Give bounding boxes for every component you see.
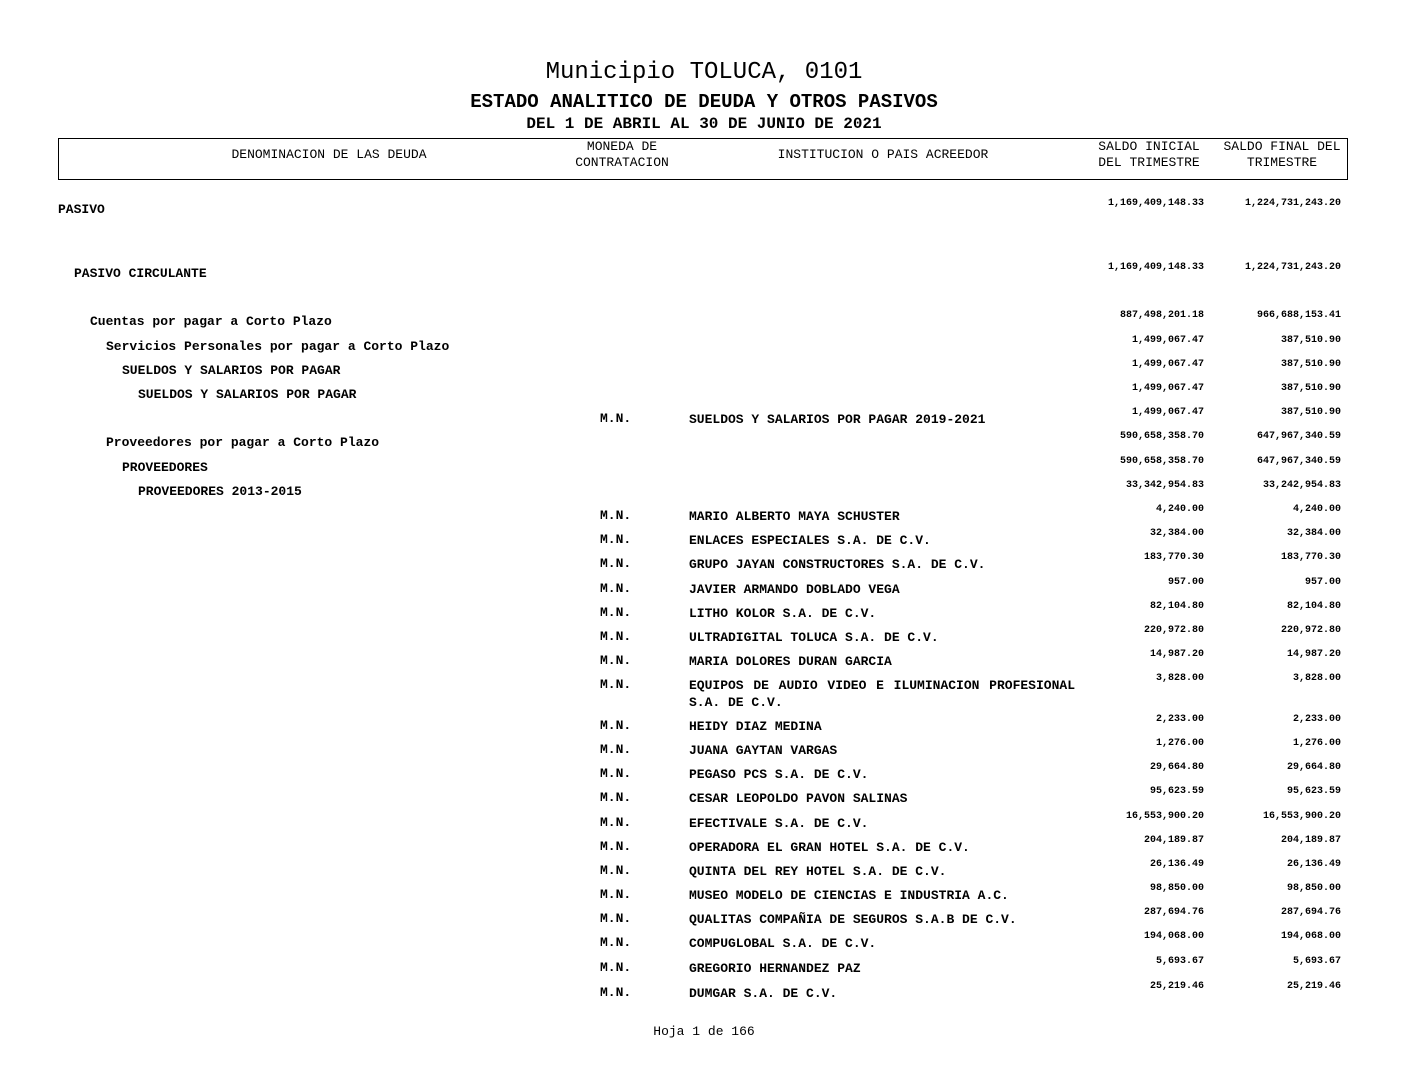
- row-label: SUELDOS Y SALARIOS POR PAGAR: [122, 363, 341, 378]
- row-currency: M.N.: [600, 556, 632, 571]
- row-saldo-inicial: 1,169,409,148.33: [1107, 198, 1204, 209]
- row-saldo-final: 26,136.49: [1286, 859, 1341, 870]
- row-saldo-final: 5,693.67: [1292, 956, 1341, 967]
- column-header-saldo-final-line2: TRIMESTRE: [1246, 155, 1318, 170]
- row-saldo-final: 220,972.80: [1280, 625, 1341, 636]
- row-saldo-final: 4,240.00: [1292, 504, 1341, 515]
- row-saldo-inicial: 194,068.00: [1143, 931, 1204, 942]
- row-institution: SUELDOS Y SALARIOS POR PAGAR 2019-2021: [689, 412, 986, 427]
- row-saldo-inicial: 26,136.49: [1149, 859, 1204, 870]
- row-saldo-inicial: 287,694.76: [1143, 907, 1204, 918]
- row-saldo-final: 1,224,731,243.20: [1244, 262, 1341, 273]
- row-saldo-final: 1,224,731,243.20: [1244, 198, 1341, 209]
- row-label: Proveedores por pagar a Corto Plazo: [106, 435, 380, 450]
- column-header-saldo-inicial-line1: SALDO INICIAL: [1098, 139, 1200, 154]
- row-saldo-inicial: 957.00: [1167, 577, 1204, 588]
- row-saldo-final: 2,233.00: [1292, 714, 1341, 725]
- column-header-moneda-line1: MONEDA DE: [586, 139, 658, 154]
- row-saldo-final: 32,384.00: [1286, 528, 1341, 539]
- column-header-institucion: INSTITUCION O PAIS ACREEDOR: [777, 147, 989, 162]
- row-currency: M.N.: [600, 985, 632, 1000]
- row-saldo-final: 647,967,340.59: [1256, 431, 1341, 442]
- row-currency: M.N.: [600, 629, 632, 644]
- row-saldo-inicial: 183,770.30: [1143, 552, 1204, 563]
- row-label: Servicios Personales por pagar a Corto Plazo: [106, 339, 450, 354]
- row-currency: M.N.: [600, 839, 632, 854]
- row-saldo-final: 16,553,900.20: [1262, 811, 1341, 822]
- row-saldo-final: 387,510.90: [1280, 383, 1341, 394]
- row-currency: M.N.: [600, 411, 632, 426]
- row-institution: COMPUGLOBAL S.A. DE C.V.: [689, 936, 877, 951]
- row-institution: MUSEO MODELO DE CIENCIAS E INDUSTRIA A.C.: [689, 888, 1009, 903]
- row-label: PROVEEDORES: [122, 460, 208, 475]
- row-institution: OPERADORA EL GRAN HOTEL S.A. DE C.V.: [689, 840, 970, 855]
- row-currency: M.N.: [600, 677, 632, 692]
- row-saldo-inicial: 29,664.80: [1149, 762, 1204, 773]
- row-saldo-final: 29,664.80: [1286, 762, 1341, 773]
- row-saldo-final: 98,850.00: [1286, 883, 1341, 894]
- row-saldo-final: 3,828.00: [1292, 673, 1341, 684]
- row-currency: M.N.: [600, 887, 632, 902]
- row-institution: MARIA DOLORES DURAN GARCIA: [689, 654, 892, 669]
- row-label: PROVEEDORES 2013-2015: [138, 484, 302, 499]
- row-saldo-inicial: 16,553,900.20: [1125, 811, 1204, 822]
- row-saldo-inicial: 82,104.80: [1149, 601, 1204, 612]
- row-saldo-final: 1,276.00: [1292, 738, 1341, 749]
- row-saldo-final: 194,068.00: [1280, 931, 1341, 942]
- report-period: DEL 1 DE ABRIL AL 30 DE JUNIO DE 2021: [526, 115, 882, 133]
- row-saldo-inicial: 14,987.20: [1149, 649, 1204, 660]
- row-saldo-final: 25,219.46: [1286, 981, 1341, 992]
- row-saldo-final: 957.00: [1304, 577, 1341, 588]
- row-saldo-final: 204,189.87: [1280, 835, 1341, 846]
- column-header-denominacion: DENOMINACION DE LAS DEUDA: [231, 147, 427, 162]
- report-title: ESTADO ANALITICO DE DEUDA Y OTROS PASIVOS: [470, 91, 938, 113]
- row-saldo-inicial: 3,828.00: [1155, 673, 1204, 684]
- row-currency: M.N.: [600, 863, 632, 878]
- row-saldo-final: 387,510.90: [1280, 335, 1341, 346]
- row-saldo-inicial: 98,850.00: [1149, 883, 1204, 894]
- row-saldo-inicial: 4,240.00: [1155, 504, 1204, 515]
- row-currency: M.N.: [600, 508, 632, 523]
- page-number: Hoja 1 de 166: [653, 1024, 755, 1039]
- row-institution: LITHO KOLOR S.A. DE C.V.: [689, 606, 877, 621]
- row-currency: M.N.: [600, 960, 632, 975]
- row-saldo-inicial: 590,658,358.70: [1119, 431, 1204, 442]
- row-label: PASIVO CIRCULANTE: [74, 266, 207, 281]
- row-currency: M.N.: [600, 790, 632, 805]
- row-saldo-final: 95,623.59: [1286, 786, 1341, 797]
- row-currency: M.N.: [600, 935, 632, 950]
- row-saldo-inicial: 1,499,067.47: [1131, 359, 1204, 370]
- row-currency: M.N.: [600, 653, 632, 668]
- row-saldo-inicial: 590,658,358.70: [1119, 456, 1204, 467]
- row-institution: ULTRADIGITAL TOLUCA S.A. DE C.V.: [689, 630, 939, 645]
- row-label: PASIVO: [58, 202, 105, 217]
- row-institution: JUANA GAYTAN VARGAS: [689, 743, 838, 758]
- row-label: Cuentas por pagar a Corto Plazo: [90, 314, 332, 329]
- row-currency: M.N.: [600, 766, 632, 781]
- row-saldo-inicial: 1,499,067.47: [1131, 335, 1204, 346]
- row-saldo-inicial: 25,219.46: [1149, 981, 1204, 992]
- row-institution: MARIO ALBERTO MAYA SCHUSTER: [689, 509, 900, 524]
- row-saldo-inicial: 2,233.00: [1155, 714, 1204, 725]
- column-header-moneda-line2: CONTRATACION: [575, 155, 669, 170]
- row-saldo-final: 82,104.80: [1286, 601, 1341, 612]
- row-saldo-final: 287,694.76: [1280, 907, 1341, 918]
- row-institution: JAVIER ARMANDO DOBLADO VEGA: [689, 582, 900, 597]
- row-saldo-inicial: 1,499,067.47: [1131, 407, 1204, 418]
- row-institution: QUINTA DEL REY HOTEL S.A. DE C.V.: [689, 864, 947, 879]
- row-currency: M.N.: [600, 718, 632, 733]
- municipio-title: Municipio TOLUCA, 0101: [545, 59, 863, 86]
- row-saldo-inicial: 220,972.80: [1143, 625, 1204, 636]
- row-institution: ENLACES ESPECIALES S.A. DE C.V.: [689, 533, 931, 548]
- row-saldo-final: 647,967,340.59: [1256, 456, 1341, 467]
- row-saldo-inicial: 1,276.00: [1155, 738, 1204, 749]
- row-saldo-inicial: 1,499,067.47: [1131, 383, 1204, 394]
- column-header-box: [58, 138, 1348, 180]
- row-saldo-inicial: 5,693.67: [1155, 956, 1204, 967]
- row-label: SUELDOS Y SALARIOS POR PAGAR: [138, 387, 357, 402]
- row-saldo-final: 387,510.90: [1280, 359, 1341, 370]
- row-saldo-final: 183,770.30: [1280, 552, 1341, 563]
- column-header-saldo-inicial-line2: DEL TRIMESTRE: [1098, 155, 1200, 170]
- row-institution: CESAR LEOPOLDO PAVON SALINAS: [689, 791, 908, 806]
- row-currency: M.N.: [600, 532, 632, 547]
- row-saldo-inicial: 204,189.87: [1143, 835, 1204, 846]
- row-saldo-final: 387,510.90: [1280, 407, 1341, 418]
- row-institution: HEIDY DIAZ MEDINA: [689, 719, 822, 734]
- row-institution: GRUPO JAYAN CONSTRUCTORES S.A. DE C.V.: [689, 557, 986, 572]
- row-saldo-inicial: 1,169,409,148.33: [1107, 262, 1204, 273]
- row-saldo-final: 33,242,954.83: [1262, 480, 1341, 491]
- row-saldo-inicial: 887,498,201.18: [1119, 310, 1204, 321]
- row-institution: GREGORIO HERNANDEZ PAZ: [689, 961, 861, 976]
- row-currency: M.N.: [600, 742, 632, 757]
- row-saldo-inicial: 32,384.00: [1149, 528, 1204, 539]
- row-saldo-final: 966,688,153.41: [1256, 310, 1341, 321]
- row-currency: M.N.: [600, 605, 632, 620]
- row-institution: QUALITAS COMPAÑIA DE SEGUROS S.A.B DE C.V.: [689, 912, 1017, 927]
- row-saldo-inicial: 33,342,954.83: [1125, 480, 1204, 491]
- row-institution: PEGASO PCS S.A. DE C.V.: [689, 767, 869, 782]
- row-institution: EQUIPOS DE AUDIO VIDEO E ILUMINACION PROFESIONAL S.A. DE C.V.: [689, 678, 1075, 710]
- row-saldo-final: 14,987.20: [1286, 649, 1341, 660]
- row-institution: EFECTIVALE S.A. DE C.V.: [689, 816, 869, 831]
- row-currency: M.N.: [600, 581, 632, 596]
- column-header-saldo-final-line1: SALDO FINAL DEL: [1223, 139, 1341, 154]
- row-currency: M.N.: [600, 815, 632, 830]
- row-institution: DUMGAR S.A. DE C.V.: [689, 986, 838, 1001]
- row-saldo-inicial: 95,623.59: [1149, 786, 1204, 797]
- row-currency: M.N.: [600, 911, 632, 926]
